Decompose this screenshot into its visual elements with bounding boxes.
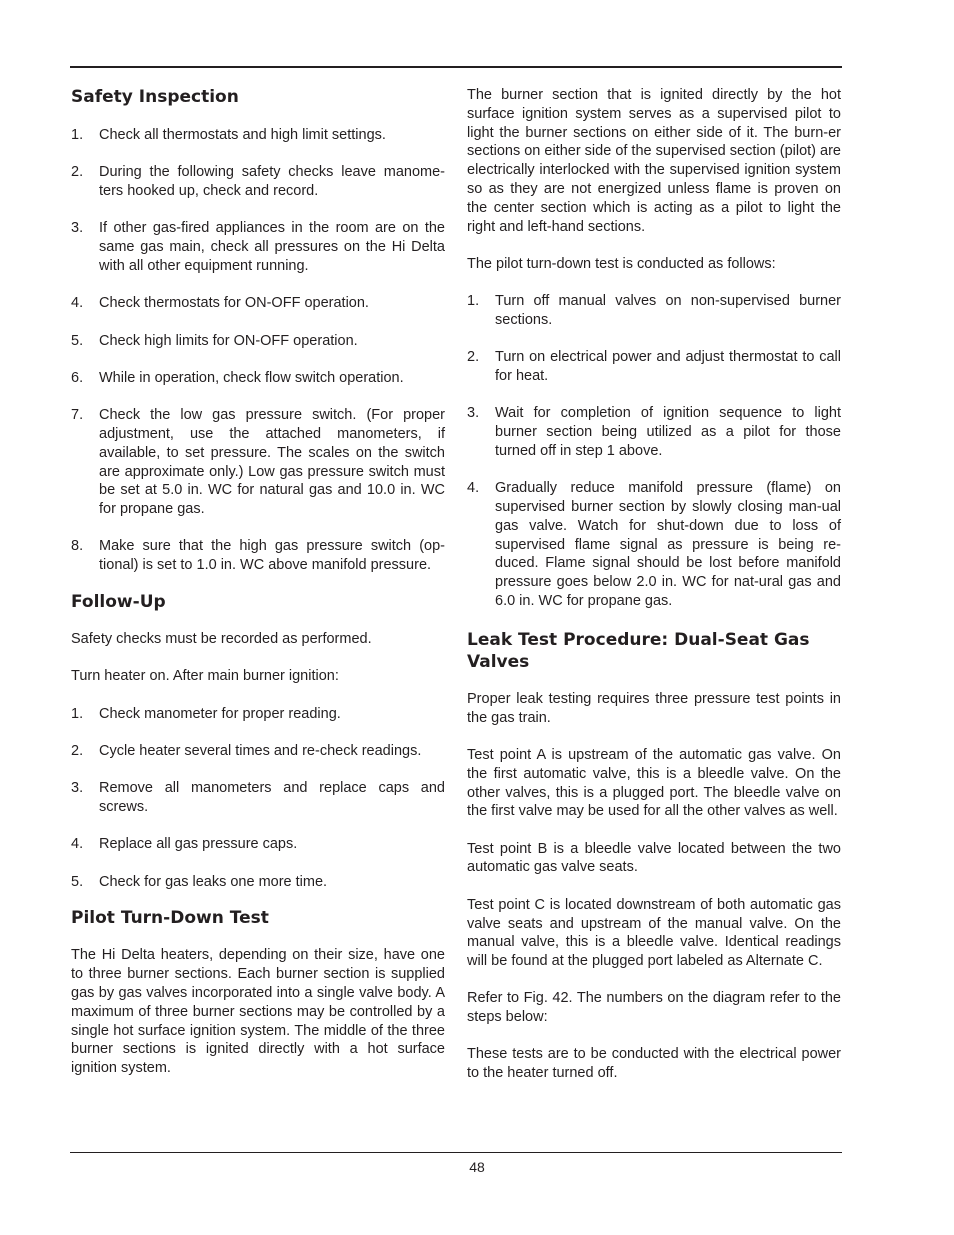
list-item: 7. Check the low gas pressure switch. (For proper adjustment, use the attached manometers, if available, to set pressure. The scales on the switch are approximate only.) Low gas pressure switch must be set at 5.0 in. WC for natural gas and 10.0 in. WC for propane gas. — [71, 407, 445, 518]
list-item: 2. During the following safety checks leave manome-ters hooked up, check and record. — [71, 164, 445, 200]
page-number: 48 — [469, 1159, 485, 1175]
leak-test-paragraph: Proper leak testing requires three pressure test points in the gas train. — [467, 690, 841, 726]
pilot-intro-paragraph: The Hi Delta heaters, depending on their size, have one to three burner sections. Each burner section is supplied gas by gas valves incorporated into a single valve body. A maximum of three burner sections may be controlled by a single hot surface ignition system. The middle of the three burner sections is ignited directly with a hot surface ignition system. — [71, 947, 445, 1077]
list-item: 2. Turn on electrical power and adjust thermostat to call for heat. — [467, 349, 841, 385]
pilot-turn-down-heading: Pilot Turn-Down Test — [71, 908, 269, 929]
follow-up-checklist — [71, 705, 445, 892]
list-item: 1. Turn off manual valves on non-supervised burner sections. — [467, 293, 841, 328]
list-item: 5. Check for gas leaks one more time. — [71, 873, 328, 890]
leak-test-paragraph: Test point A is upstream of the automatic gas valve. On the first automatic valve, this is a bleedle valve. On the other valves, this is a plugged port. The bleedle valve on the first valve may be used for all the other valves as well. — [467, 746, 841, 820]
leak-test-paragraph: Test point B is a bleedle valve located between the two automatic gas valve seats. — [467, 840, 841, 876]
list-item: 1. Check all thermostats and high limit settings. — [71, 127, 386, 143]
list-item: 1. Check manometer for proper reading. — [71, 705, 341, 722]
list-item: 4. Replace all gas pressure caps. — [71, 836, 298, 853]
left-column — [71, 86, 445, 1078]
follow-up-instruction: Turn heater on. After main burner ignition: — [71, 668, 339, 685]
leak-test-paragraph: Test point C is located downstream of both automatic gas valve seats and upstream of the manual valve. On the manual valve, this is a bleedle valve. Identical readings will be found at the plugged port labeled as Alternate C. — [467, 896, 841, 970]
list-item: 3. If other gas-fired appliances in the room are on the same gas main, check all pressures on the Hi Delta with all other equipment running. — [71, 220, 445, 274]
follow-up-heading: Follow-Up — [71, 592, 166, 613]
header-rule — [70, 66, 842, 68]
list-item: 3. Wait for completion of ignition sequence to light burner section being utilized as a pilot for those turned off in step 1 above. — [467, 405, 841, 459]
list-item: 4. Gradually reduce manifold pressure (flame) on supervised burner section by slowly closing man-ual gas valve. Watch for shut-down due to loss of supervised flame signal as pressure is being re-duced. Flame signal should be lost before manifold pressure goes below 2.0 in. WC for nat-ural gas and 6.0 in. WC for propane gas. — [467, 480, 841, 610]
list-item: 5. Check high limits for ON-OFF operation. — [71, 332, 358, 349]
list-item: 8. Make sure that the high gas pressure switch (op-tional) is set to 1.0 in. WC above manifold pressure. — [71, 538, 445, 574]
leak-test-heading: Leak Test Procedure: Dual-Seat Gas Valves — [467, 629, 810, 672]
safety-checklist — [71, 126, 445, 575]
list-item: 6. While in operation, check flow switch operation. — [71, 369, 404, 386]
list-item: 2. Cycle heater several times and re-check readings. — [71, 742, 422, 759]
supervised-pilot-paragraph: The burner section that is ignited directly by the hot surface ignition system serves as a supervised pilot to light the burner sections on either side of it. The burn-er sections on either side of the supervised section (pilot) are electrically interlocked with the supervised ignition system so as they are not energized unless flame is proven on the center section which is acting as a pilot to light the right and left-hand sections. — [467, 87, 841, 235]
footer-rule — [70, 1152, 842, 1153]
list-item: 3. Remove all manometers and replace caps and screws. — [71, 780, 445, 816]
leak-test-paragraph: Refer to Fig. 42. The numbers on the diagram refer to the steps below: — [467, 990, 841, 1026]
list-item: 4. Check thermostats for ON-OFF operation. — [71, 295, 369, 312]
follow-up-intro: Safety checks must be recorded as performed. — [71, 631, 372, 648]
right-column — [467, 86, 841, 1083]
pilot-test-steps — [467, 292, 841, 611]
pilot-test-intro: The pilot turn-down test is conducted as follows: — [467, 255, 776, 272]
leak-test-paragraph: These tests are to be conducted with the electrical power to the heater turned off. — [467, 1046, 841, 1082]
safety-inspection-heading: Safety Inspection — [71, 87, 239, 107]
